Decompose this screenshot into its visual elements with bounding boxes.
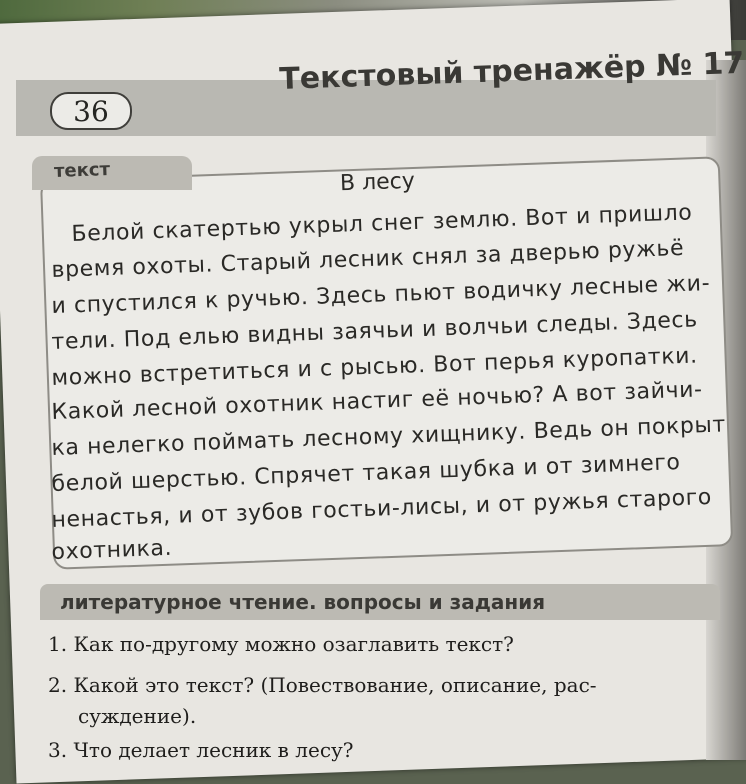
trainer-title: Текстовый тренажёр № 17 <box>278 45 745 97</box>
story-line: Белой скатертью укрыл снег землю. Вот и пришло <box>71 200 693 247</box>
story-line: тели. Под елью видны заячьи и волчьи следы. Здесь <box>51 307 699 355</box>
story-line: время охоты. Старый лесник снял за дверью ружьё <box>51 235 685 283</box>
question-item: 3. Что делает лесник в лесу? <box>48 738 354 762</box>
story-line: и спустился к ручью. Здесь пьют водичку лесные жи- <box>51 271 711 319</box>
story-line: охотника. <box>51 535 173 565</box>
story-line: ка нелегко поймать лесному хищнику. Ведь он покрыт <box>51 412 727 461</box>
story-line: ненастья, и от зубов гостьи-лисы, и от ружья старого <box>51 484 713 533</box>
story-line: Какой лесной охотник настиг её ночью? А вот зайчи- <box>51 377 703 425</box>
questions-title: литературное чтение. вопросы и задания <box>60 590 546 614</box>
question-item: 2. Какой это текст? (Повествование, описание, рас- <box>48 673 597 697</box>
section-label-text: текст <box>53 159 111 182</box>
section-label-tab <box>32 156 192 190</box>
story-title: В лесу <box>339 168 416 197</box>
story-line: белой шерстью. Спрячет такая шубка и от зимнего <box>51 450 681 497</box>
page-number: 36 <box>50 92 132 130</box>
question-item: 1. Как по-другому можно озаглавить текст? <box>48 632 514 656</box>
story-line: можно встретиться и с рысью. Вот перья куропатки. <box>51 343 699 391</box>
question-item: суждение). <box>78 704 197 728</box>
